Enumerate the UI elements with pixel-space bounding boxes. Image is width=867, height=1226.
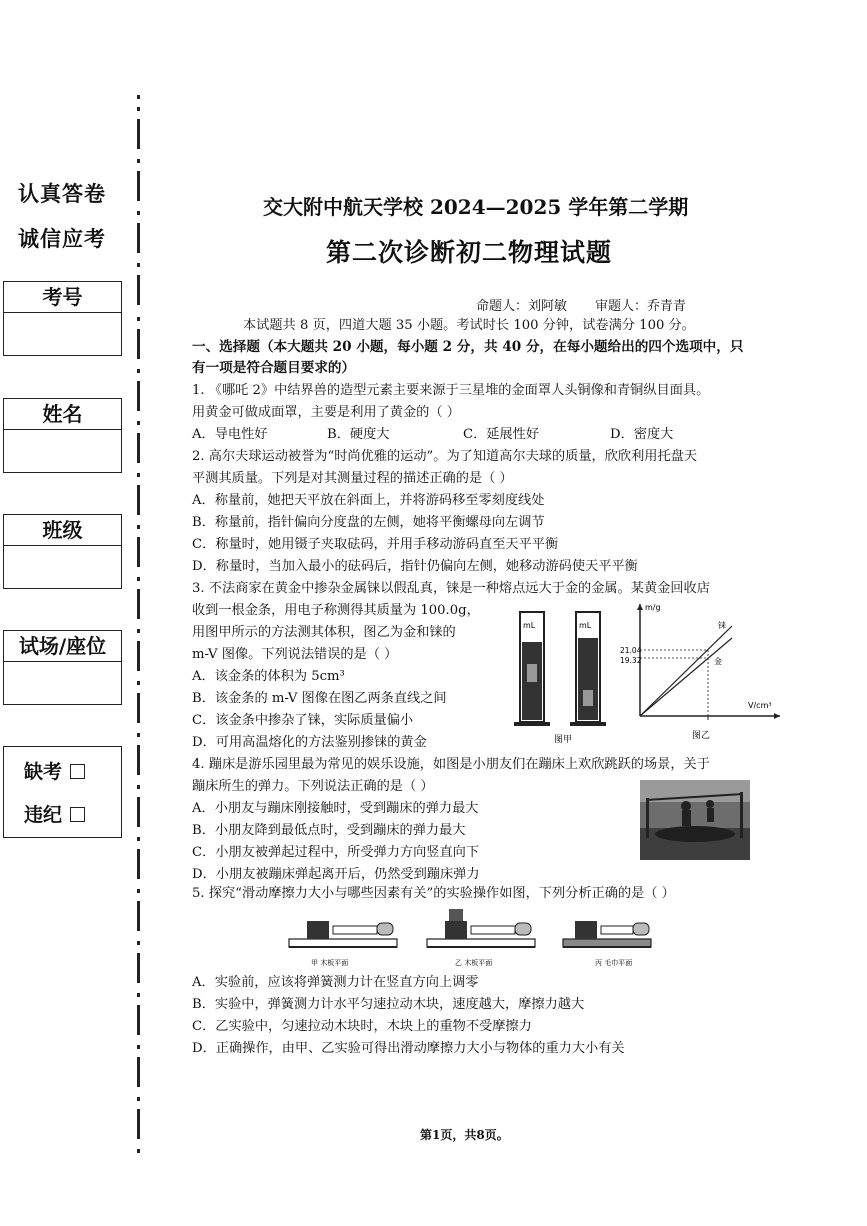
figure-cylinders	[512, 604, 616, 746]
absent-label: 缺考	[24, 761, 63, 783]
q3-option-d[interactable]: D．可用高温熔化的方法鉴别掺铼的黄金	[192, 735, 427, 750]
y-tick-rhenium: 21.04	[620, 646, 642, 655]
experiment-yi	[427, 909, 535, 967]
q1-option-d[interactable]: D．密度大	[610, 427, 674, 442]
page-footer: 第1页，共8页。	[420, 1128, 509, 1142]
motto-line-2: 诚信应考	[18, 226, 106, 251]
name-box[interactable]	[4, 430, 121, 472]
exam-number-box[interactable]	[4, 313, 121, 355]
name-label: 姓名	[4, 399, 121, 430]
line-rhenium	[640, 626, 732, 716]
absent-checkbox[interactable]	[70, 764, 85, 779]
q1-line-1: 1. 《哪吒 2》中结界兽的造型元素主要来源于三星堆的金面罩人头铜像和青铜纵目面具。	[192, 383, 710, 398]
q3-line-3: 用图甲所示的方法测其体积，图乙为金和铼的	[192, 625, 456, 640]
class-box[interactable]	[4, 546, 121, 588]
q2-option-c[interactable]: C．称量时，她用镊子夹取砝码，并用手移动游码直至天平平衡	[192, 537, 559, 552]
q1-option-a[interactable]: A．导电性好	[192, 427, 268, 442]
q5-line-1: 5. 探究“滑动摩擦力大小与哪些因素有关”的实验操作如图，下列分析正确的是（ ）	[192, 886, 675, 901]
cylinder-right-unit: mL	[579, 621, 592, 630]
q4-line-1: 4. 蹦床是游乐园里最为常见的娱乐设施，如图是小朋友们在蹦床上欢欣跳跃的场景，关于	[192, 757, 710, 772]
q3-option-c[interactable]: C．该金条中掺杂了铼，实际质量偏小	[192, 713, 414, 728]
q2-line-1: 2. 高尔夫球运动被誉为“时尚优雅的运动”。为了知道高尔夫球的质量，欣欣利用托盘天	[192, 449, 698, 464]
q4-line-2: 蹦床所生的弹力。下列说法正确的是（ ）	[192, 779, 434, 794]
cylinder-right	[570, 612, 606, 726]
trampoline-photo	[640, 780, 750, 860]
q5-option-b[interactable]: B．实验中，弹簧测力计水平匀速拉动木块，速度越大，摩擦力越大	[192, 997, 585, 1012]
class-label: 班级	[4, 515, 121, 546]
figure-1-caption: 图甲	[554, 735, 573, 745]
room-seat-box[interactable]	[4, 662, 121, 704]
q2-option-b[interactable]: B．称量前，指针偏向分度盘的左侧，她将平衡螺母向左调节	[192, 515, 545, 530]
room-seat-field[interactable]	[3, 630, 122, 705]
q5-option-d[interactable]: D．正确操作，由甲、乙实验可得出滑动摩擦力大小与物体的重力大小有关	[192, 1041, 625, 1056]
author: 命题人：刘阿敏	[476, 299, 568, 314]
cylinder-left	[514, 612, 550, 726]
figure-2-caption: 图乙	[692, 731, 711, 741]
q3-line-4: m-V 图像。下列说法错误的是（ ）	[192, 647, 398, 662]
name-field[interactable]	[3, 398, 122, 473]
q2-option-d[interactable]: D．称量时，当加入最小的砝码后，指针仍偏向左侧，她移动游码使天平平衡	[192, 559, 638, 574]
q4-option-d[interactable]: D．小朋友被蹦床弹起离开后，仍然受到蹦床弹力	[192, 867, 480, 882]
q2-line-2: 平测其质量。下列是对其测量过程的描述正确的是（ ）	[192, 471, 513, 486]
y-tick-gold: 19.32	[620, 656, 642, 665]
figure-mv-graph	[620, 598, 788, 748]
q3-line-1: 3. 不法商家在黄金中掺杂金属铼以假乱真，铼是一种熔点远大于金的金属。某黄金回收店	[192, 581, 710, 596]
label-rhenium: 铼	[718, 621, 726, 630]
q1-line-2: 用黄金可做成面罩，主要是利用了黄金的（ ）	[192, 405, 460, 420]
school-heading: 交大附中航天学校 2024—2025 学年第二学期	[263, 195, 689, 219]
section-1-title-a: 一、选择题（本大题共 20 小题，每小题 2 分，共 40 分，在每小题给出的四个选项中，只	[192, 339, 744, 355]
exam-number-field[interactable]	[3, 281, 122, 356]
caption-bing: 丙 毛巾平面	[595, 959, 633, 967]
violation-label: 违纪	[24, 804, 63, 826]
binding-line	[137, 95, 141, 1165]
q4-option-b[interactable]: B．小朋友降到最低点时，受到蹦床的弹力最大	[192, 823, 466, 838]
violation-checkbox[interactable]	[70, 807, 85, 822]
exam-intro: 本试题共 8 页，四道大题 35 小题。考试时长 100 分钟，试卷满分 100 分。	[243, 318, 695, 333]
absence-box	[3, 746, 122, 838]
y-axis-label: m/g	[645, 603, 661, 612]
exam-title: 第二次诊断初二物理试题	[326, 238, 613, 267]
q1-option-b[interactable]: B．硬度大	[327, 427, 390, 442]
friction-experiment-figures	[285, 905, 655, 971]
label-gold: 金	[714, 657, 722, 666]
q3-option-a[interactable]: A．该金条的体积为 5cm³	[192, 669, 345, 684]
q1-option-c[interactable]: C．延展性好	[463, 427, 540, 442]
x-axis-label: V/cm³	[748, 701, 772, 710]
cylinder-left-unit: mL	[523, 621, 536, 630]
experiment-bing	[563, 921, 651, 967]
room-seat-label: 试场/座位	[4, 631, 121, 662]
reviewer: 审题人：乔青青	[595, 299, 687, 314]
absent-row[interactable]	[24, 757, 85, 784]
section-1-title-b: 有一项是符合题目要求的）	[192, 360, 356, 376]
motto-line-1: 认真答卷	[18, 181, 106, 206]
exam-number-label: 考号	[4, 282, 121, 313]
class-field[interactable]	[3, 514, 122, 589]
q3-line-2: 收到一根金条，用电子称测得其质量为 100.0g，	[192, 603, 480, 618]
author-line	[476, 295, 686, 314]
q5-option-c[interactable]: C．乙实验中，匀速拉动木块时，木块上的重物不受摩擦力	[192, 1019, 532, 1034]
q4-option-a[interactable]: A．小朋友与蹦床刚接触时，受到蹦床的弹力最大	[192, 801, 479, 816]
q3-option-b[interactable]: B．该金条的 m-V 图像在图乙两条直线之间	[192, 691, 447, 706]
caption-jia: 甲 木板平面	[311, 959, 349, 967]
experiment-jia	[289, 921, 397, 967]
q2-option-a[interactable]: A．称量前，她把天平放在斜面上，并将游码移至零刻度线处	[192, 493, 545, 508]
violation-row[interactable]	[24, 800, 85, 827]
caption-yi: 乙 木板平面	[455, 959, 493, 967]
q4-option-c[interactable]: C．小朋友被弹起过程中，所受弹力方向竖直向下	[192, 845, 480, 860]
binding-sidebar	[0, 0, 140, 1226]
q5-option-a[interactable]: A．实验前，应该将弹簧测力计在竖直方向上调零	[192, 975, 479, 990]
